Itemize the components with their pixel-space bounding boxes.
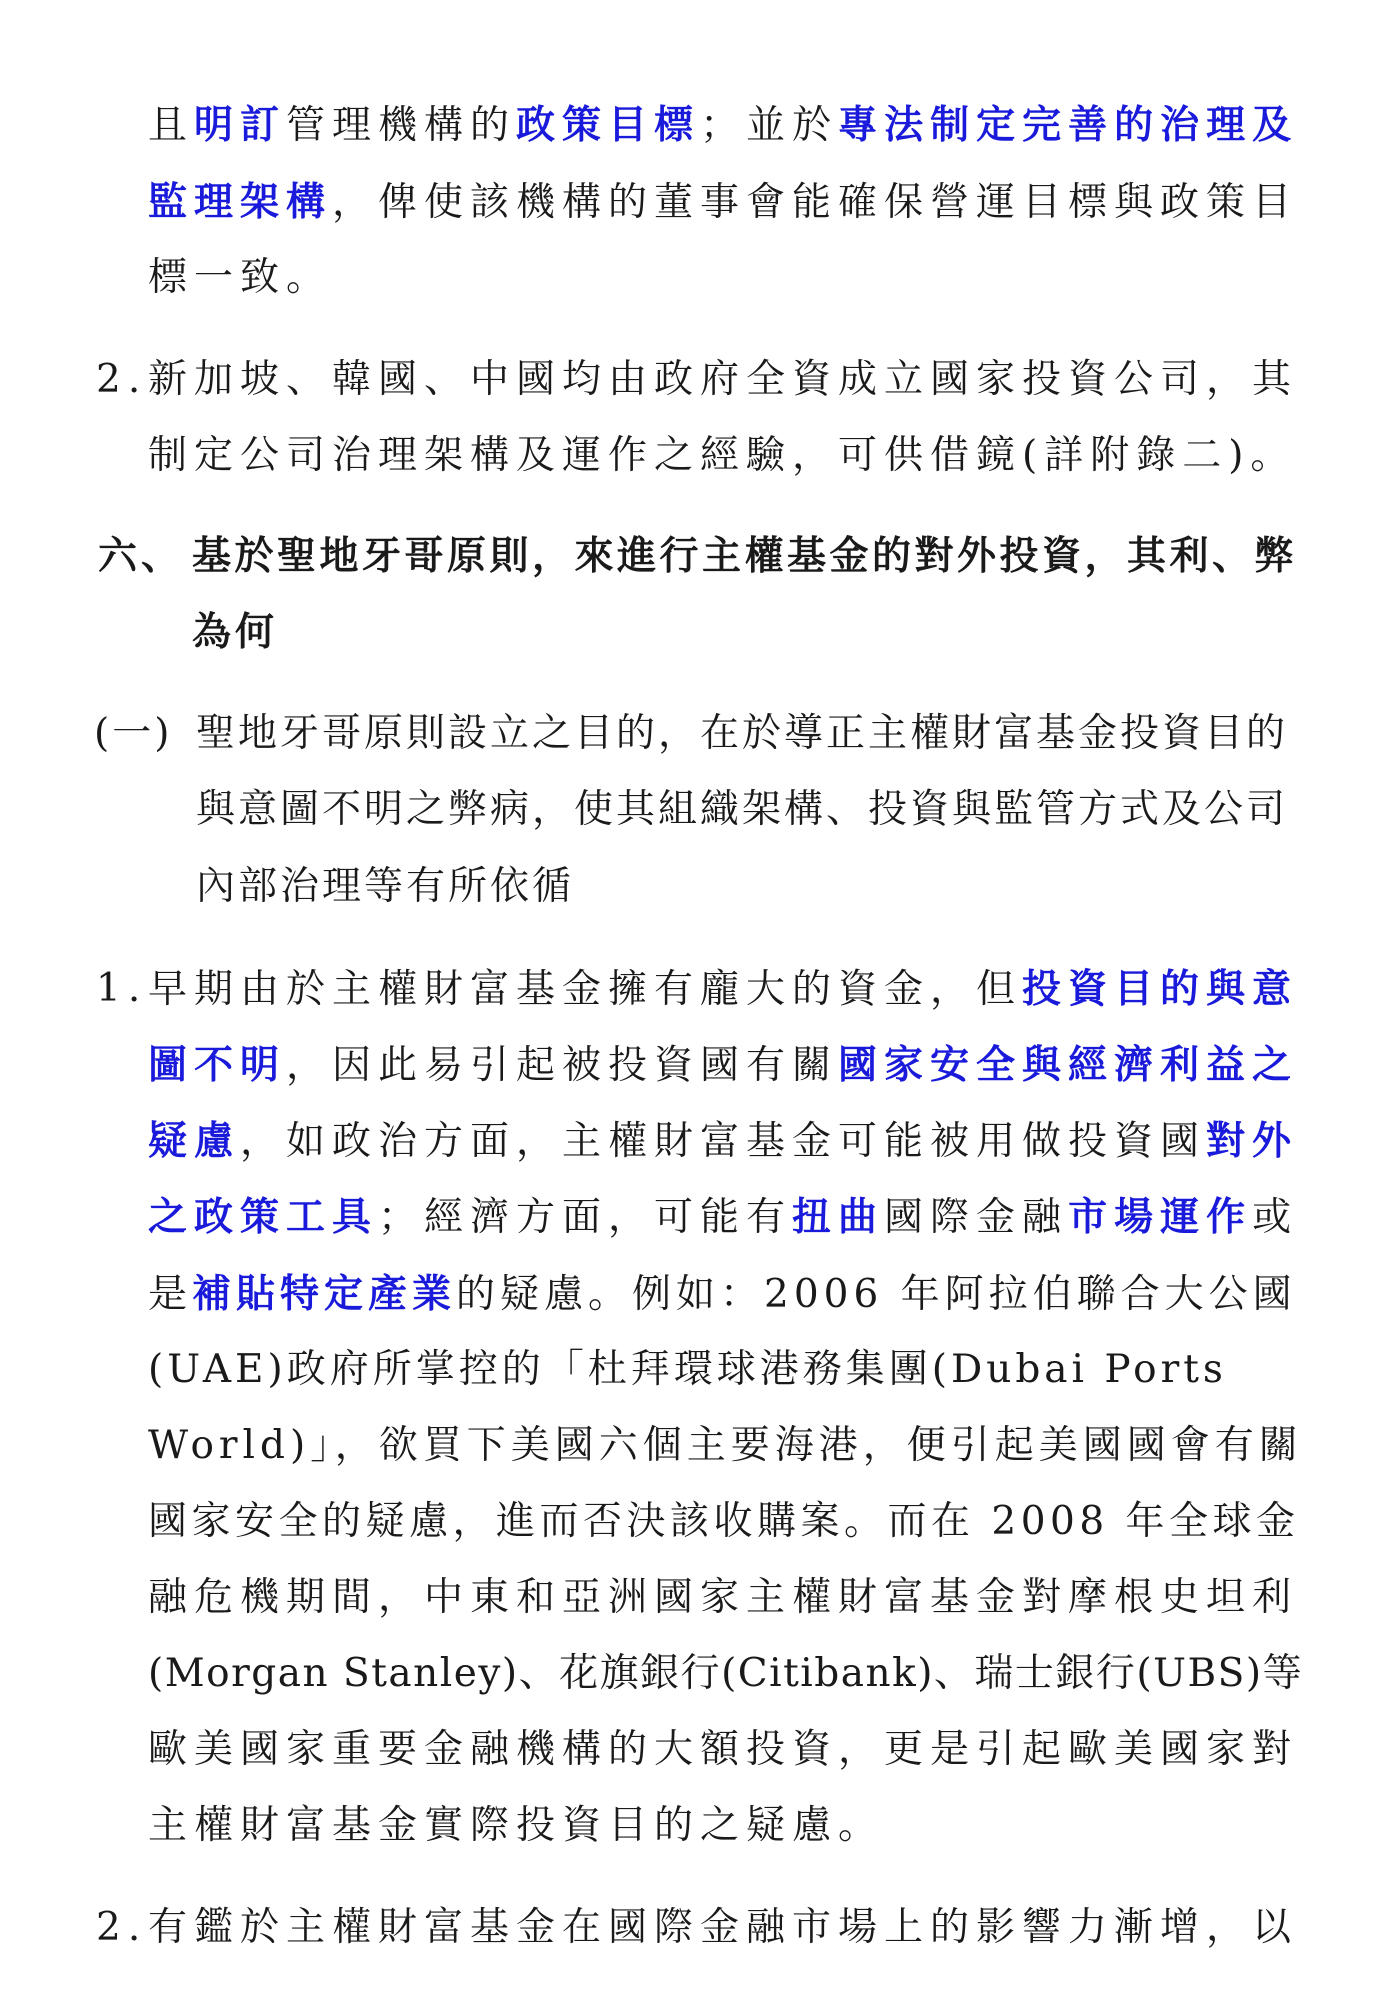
text: 國際金融: [884, 1195, 1069, 1240]
text: ，因此易引起被投資國有關: [286, 1043, 839, 1088]
item-1-line-2: [148, 1037, 1298, 1093]
subsection-line-3: 內部治理等有所依循: [196, 864, 575, 909]
section-heading-line-2: 為何: [192, 609, 279, 655]
highlight-term: 政策目標: [516, 102, 701, 148]
text: 標一致。: [148, 255, 333, 300]
text: 且: [148, 103, 195, 148]
highlight-term: 補貼特定產業: [192, 1271, 457, 1317]
highlight-term: 疑慮: [148, 1118, 241, 1164]
text: 是: [148, 1272, 193, 1317]
intro-line-1: [148, 97, 1298, 153]
subsection-line-1: 聖地牙哥原則設立之目的，在於導正主權財富基金投資目的: [196, 711, 1289, 756]
point-2-line-1: 新加坡、韓國、中國均由政府全資成立國家投資公司，其: [148, 357, 1299, 402]
highlight-term: 市場運作: [1068, 1194, 1253, 1240]
item-1-line-8: 國家安全的疑慮，進而否決該收購案。而在 2008 年全球金: [148, 1499, 1300, 1544]
item-1-line-12: 主權財富基金實際投資目的之疑慮。: [148, 1803, 885, 1848]
item-1-line-10: (Morgan Stanley)、花旗銀行(Citibank)、瑞士銀行(UBS)等: [148, 1651, 1304, 1696]
text: 的疑慮。例如：2006 年阿拉伯聯合大公國: [456, 1272, 1297, 1317]
item-1-line-3: [148, 1113, 1298, 1169]
highlight-term: 國家安全與經濟利益之: [838, 1042, 1299, 1088]
highlight-term: 明訂: [194, 102, 287, 148]
item-1-line-7: World)」，欲買下美國六個主要海港，便引起美國國會有關: [148, 1423, 1303, 1468]
highlight-term: 投資目的與意: [1022, 966, 1299, 1012]
item-1-line-1: [148, 961, 1298, 1017]
text: ，如政治方面，主權財富基金可能被用做投資國: [240, 1119, 1207, 1164]
text: 或: [1252, 1195, 1299, 1240]
intro-line-3: [148, 250, 332, 306]
item-2-line-1: 有鑑於主權財富基金在國際金融市場上的影響力漸增，以: [148, 1905, 1299, 1950]
highlight-term: 監理架構: [148, 179, 333, 225]
subsection-number: (一): [94, 711, 173, 756]
highlight-term: 圖不明: [148, 1042, 287, 1088]
item-1-line-4: [148, 1189, 1298, 1245]
item-1-number: 1.: [96, 966, 148, 1011]
item-1-line-5: [148, 1266, 1297, 1322]
highlight-term: 扭曲: [792, 1194, 885, 1240]
text: 早期由於主權財富基金擁有龐大的資金，但: [148, 967, 1023, 1012]
highlight-term: 對外: [1206, 1118, 1299, 1164]
point-2-number: 2.: [96, 357, 148, 402]
subsection-line-2: 與意圖不明之弊病，使其組織架構、投資與監管方式及公司: [196, 787, 1289, 832]
point-2-line-2: 制定公司治理架構及運作之經驗，可供借鏡(詳附錄二)。: [148, 433, 1297, 478]
section-number: 六、: [98, 533, 185, 579]
highlight-term: 專法制定完善的治理及: [838, 102, 1299, 148]
text: 管理機構的: [286, 103, 517, 148]
highlight-term: 之政策工具: [148, 1194, 379, 1240]
text: ；並於: [700, 103, 839, 148]
item-1-line-11: 歐美國家重要金融機構的大額投資，更是引起歐美國家對: [148, 1727, 1299, 1772]
text: ；經濟方面，可能有: [378, 1195, 793, 1240]
item-1-line-9: 融危機期間，中東和亞洲國家主權財富基金對摩根史坦利: [148, 1575, 1299, 1620]
item-2-number: 2.: [96, 1905, 148, 1950]
intro-line-2: [148, 174, 1298, 230]
section-heading-line-1: 基於聖地牙哥原則，來進行主權基金的對外投資，其利、弊: [192, 533, 1298, 579]
item-1-line-6: (UAE)政府所掌控的「杜拜環球港務集團(Dubai Ports: [148, 1347, 1227, 1392]
text: ，俾使該機構的董事會能確保營運目標與政策目: [332, 180, 1299, 225]
